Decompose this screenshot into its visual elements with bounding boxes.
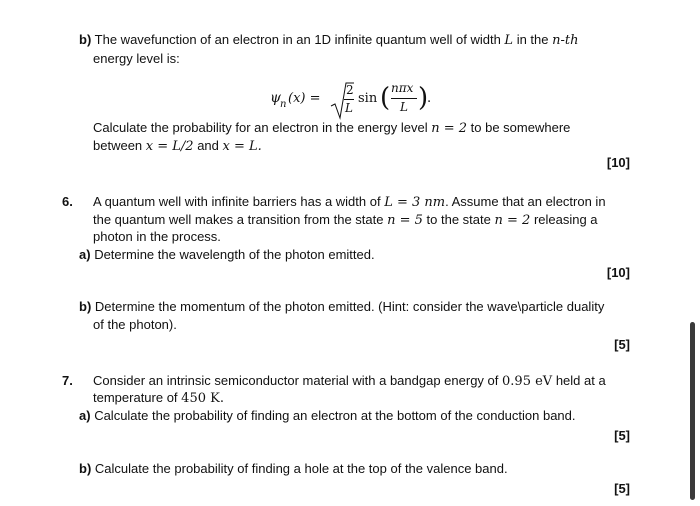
q6a [79,246,639,263]
question-5b-intro [79,31,639,49]
formula-period: . [427,91,432,106]
fraction-denominator: L [400,100,408,114]
q7-text: Consider an intrinsic semiconductor material with a bandgap energy of [93,373,499,388]
psi-subscript: n [280,99,287,110]
q7-text-end: held at a [555,373,606,388]
q7b [79,460,639,477]
part-label: b) [79,461,92,476]
q6-line1 [93,193,638,211]
q7-temp-text: temperature of [93,390,178,405]
q6-state-final: n = 2 [494,213,531,228]
fraction-numerator: nπx [391,81,414,95]
calc-line1 [93,119,638,137]
q7-bandgap: 0.95 eV [502,374,553,389]
close-paren: ) [418,83,429,113]
q6-transition-text: the quantum well makes a transition from the state [93,212,384,227]
q6b [79,298,639,315]
part-label: a) [79,247,91,262]
sqrt-numerator: 2 [346,83,354,97]
q6-text-end: . Assume that an electron in [445,194,606,209]
question-number-7: 7. [62,373,73,388]
sin-function: sin [358,91,378,106]
q7b-text: Calculate the probability of finding a hole at the top of the valence band. [94,461,508,476]
marks-5b: [10] [606,155,630,170]
part-label: b) [79,299,92,314]
var-nth: n-th [552,33,579,48]
psi-symbol: ψ [270,90,281,106]
q7-temperature: 450 K. [181,391,224,406]
marks-7a: [5] [614,428,630,443]
open-paren: ( [380,83,391,113]
calc-and: and [197,138,219,153]
wavefunction-formula [270,78,470,122]
q7-line2 [93,389,638,407]
q6-width: L = 3 nm [384,195,446,210]
vertical-scrollbar[interactable] [690,322,695,500]
q6-releasing: releasing a [533,212,598,227]
q7-line1 [93,372,638,390]
q7a [79,407,649,424]
calc-text-end: to be somewhere [470,120,571,135]
q7a-text: Calculate the probability of finding an electron at the bottom of the conduction band. [94,408,576,423]
psi-argument: (x) = [288,91,321,106]
sqrt-denominator: L [345,101,353,115]
q6-line3: photon in the process. [93,229,221,244]
calc-condition: n = 2 [431,121,468,136]
q6-to-state: to the state [426,212,491,227]
q6-text: A quantum well with infinite barriers has a width of [93,194,381,209]
calc-line2 [93,137,638,155]
q6b-text: Determine the momentum of the photon emitted. (Hint: consider the wave\particle duality [94,299,605,314]
q6-state-initial: n = 5 [387,213,423,228]
intro-mid: in the [516,32,549,47]
calc-between: between [93,138,143,153]
marks-6a: [10] [606,265,630,280]
part-label: b) [79,32,92,47]
calc-x1: x = L/2 [145,139,194,154]
q6-line2 [93,211,638,229]
calc-text: Calculate the probability for an electron in the energy level [93,120,428,135]
question-number-6: 6. [62,194,73,209]
q6b-line2: of the photon). [93,317,177,332]
marks-7b: [5] [614,481,630,496]
intro-text: The wavefunction of an electron in an 1D infinite quantum well of width [94,32,501,47]
calc-x2: x = L. [222,139,262,154]
q6a-text: Determine the wavelength of the photon emitted. [94,247,375,262]
var-L: L [504,33,514,48]
intro-line2: energy level is: [93,51,180,66]
marks-6b: [5] [614,337,630,352]
part-label: a) [79,408,91,423]
